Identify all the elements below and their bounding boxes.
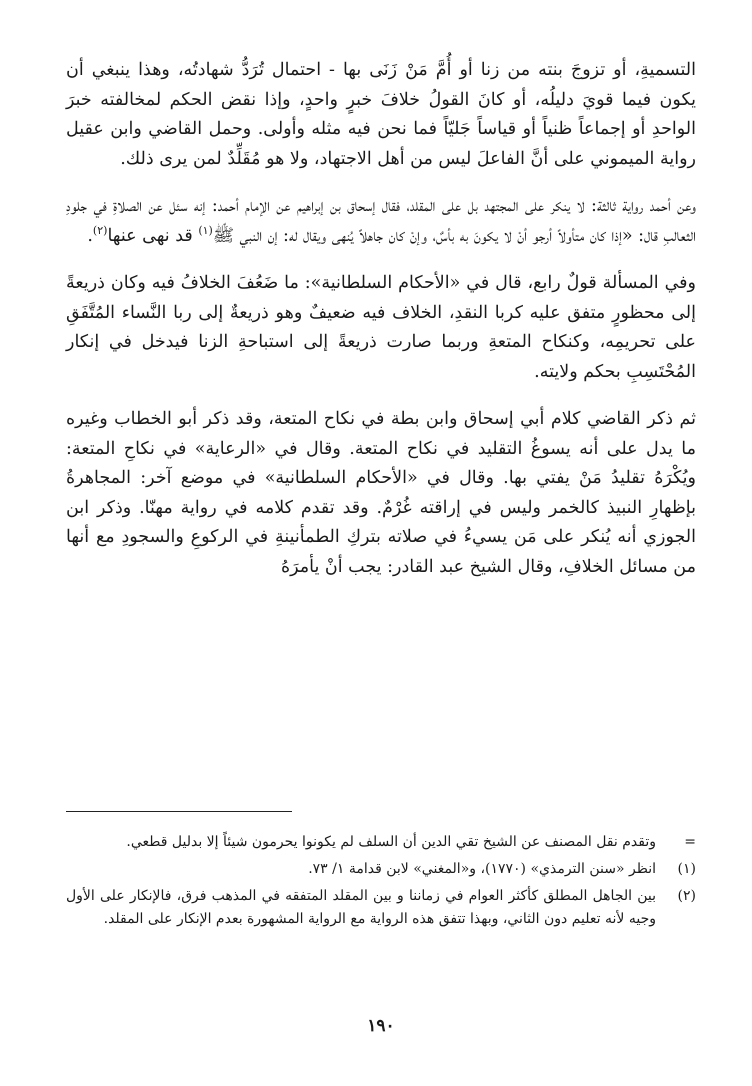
footnote-mark: = [684, 834, 696, 850]
footnote-continued [66, 831, 696, 854]
main-text [66, 56, 696, 582]
footnote-mark: (٢) [677, 888, 696, 904]
footnote-text: وتقدم نقل المصنف عن الشيخ تقي الدين أن السلف لم يكونوا يحرمون شيئاً إلا بدليل قطعي. [126, 834, 656, 850]
footnote-2 [66, 885, 696, 931]
paragraph-3: وفي المسألة قولٌ رابع، قال في «الأحكام السلطانية»: ما ضَعُفَ الخلافُ فيه وكان ذريعةً إلى محظورٍ متفق عليه كربا النقدِ، الخلاف فيه ضعيفٌ وهو ذريعةٌ إلى ربا النَّساء المُتَّفَقِ على تحريمِه، وكنكاح المتعةِ وربما صارت ذريعةً إلى استباحةِ الزنا فيدخل في إنكار المُحْتَسِبِ بحكم ولايته. [66, 273, 696, 382]
footnote-ref-1[interactable]: (١) [198, 223, 213, 237]
footnote-text: انظر «سنن الترمذي» (١٧٧٠)، و«المغني» لابن قدامة ١/ ٧٣. [308, 861, 656, 877]
page [66, 56, 696, 1056]
paragraph-4: ثم ذكر القاضي كلام أبي إسحاق وابن بطة في نكاح المتعة، وقد ذكر أبو الخطاب وغيره ما يدل على أنه يسوغُ التقليد في نكاح المتعة. وقال في «الرعاية» في نكاحِ المتعة: ويُكْرَهُ تقليدُ مَنْ يفتي بها. وقال في «الأحكام السلطانية» في موضع آخر: المجاهرةُ بإظهارِ النبيذ كالخمر وليس في إراقته غُرْمٌ. وقد تقدم كلامه في رواية مهنّا. وذكر ابن الجوزي أنه يُنكر على مَن يسيءُ في صلاته بتركِ الطمأنينةِ في الركوعِ والسجودِ مع أنها من مسائل الخلافِ، وقال الشيخ عبد القادر: يجب أنْ يأمرَهُ [66, 409, 696, 577]
footnote-ref-2[interactable]: (٢) [92, 223, 108, 237]
footnote-text: بين الجاهل المطلق كأكثر العوام في زماننا و بين المقلد المتفقه في المذهب فرق، فالإنكار على الأول وجيه لأنه تعليم دون الثاني، وبهذا تتفق هذه الرواية مع الرواية المشهورة بعدم الإنكار على المقلد. [66, 888, 656, 927]
page-number: ١٩٠ [367, 1016, 395, 1036]
paragraph-2-end: . [87, 225, 93, 246]
footnote-1 [66, 858, 696, 881]
footnotes [66, 831, 696, 935]
footnote-divider [66, 811, 292, 812]
paragraph-1: التسميةِ، أو تزوجَ بنته من زنا أو أُمَّ مَنْ زَنَى بها - احتمال تُرَدُّ شهادتُه، وهذا ينبغي أن يكون فيما قويَ دليلُه، أو كانَ القولُ خلافَ خبرٍ واحدٍ، وإذا نقض الحكم لمخالفته خبرَ الواحدِ أو إجماعاً ظنياً أو قياساً جَليّاً فما نحن فيه مثله وأولى. وحمل القاضي وابن عقيل رواية الميموني على أنَّ الفاعلَ ليس من أهل الاجتهاد، ولا هو مُقَلِّدٌ لمن يرى ذلك. [66, 60, 696, 169]
paragraph-2 [66, 192, 696, 251]
paragraph-2-text: وعن أحمد رواية ثالثة: لا ينكر على المجتهد بل على المقلد، فقال إسحاق بن إبراهيم عن الإمام أحمد: إنه سئل عن الصلاةِ في جلودِ الثعالبِ قال: «إذا كان متأولاً أرجو أنْ لا يكونَ به بأسٌ، وإنْ كان جاهلاً يُنهى ويقال له: إن النبي ﷺ [66, 196, 696, 246]
footnote-mark: (١) [677, 861, 696, 877]
paragraph-2-tail: قد نهى عنها [107, 225, 199, 246]
